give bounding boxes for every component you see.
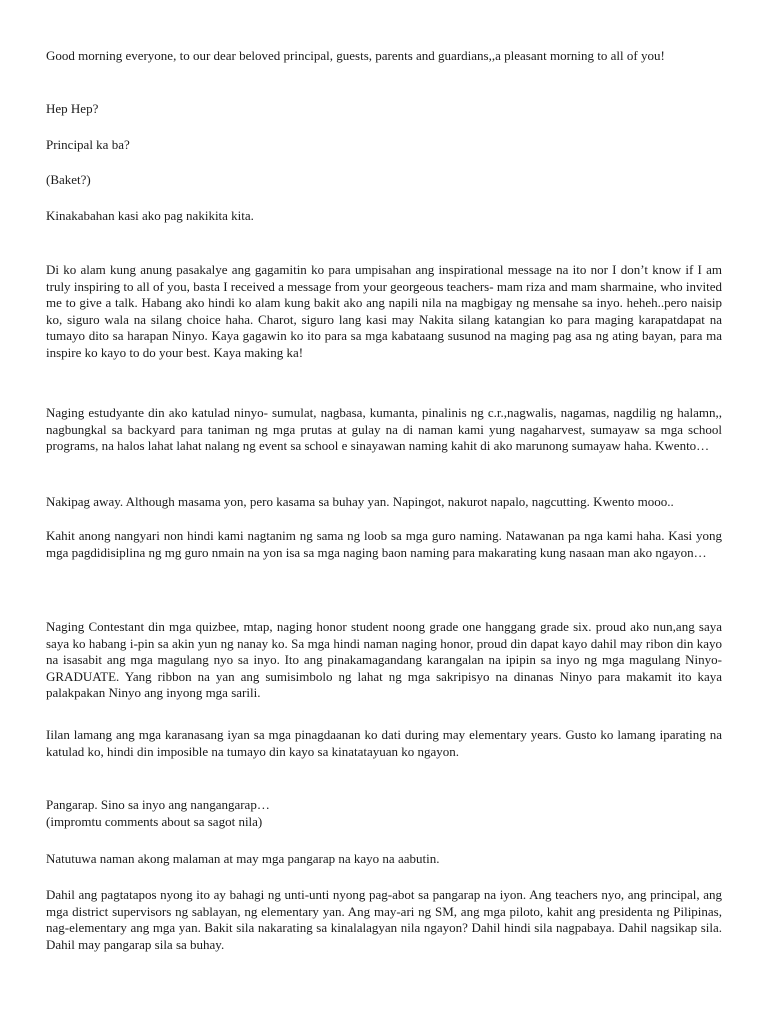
hep-hep-line: Hep Hep? [46,101,99,116]
pangarap-line: Pangarap. Sino sa inyo ang nangangarap… [46,797,270,812]
contestant-paragraph: Naging Contestant din mga quizbee, mtap, naging honor student noong grade one hanggang grade six. proud ako nun,ang saya saya ko habang i-pin sa akin yun ng nanay ko. Sa mga hindi naman naging honor, proud din dapat kayo dahil may ribon din kayo na isasabit ang mga magulang nyo sa inyo. Ito ang pinakamagandang karangalan na ipipin sa inyo ng mga magulang Ninyo- GRADUATE. Yang ribbon na yan ang sumisimbolo ng lahat ng mga sakripisyo na dinanas Ninyo para makamit ito kaya palakpakan Ninyo ang inyong mga sarili. [46,619,722,700]
greeting-paragraph: Good morning everyone, to our dear beloved principal, guests, parents and guardians,,a pleasant morning to all of you! [46,48,665,63]
impromptu-note-line: (impromtu comments about sa sagot nila) [46,814,263,829]
principal-question-line: Principal ka ba? [46,137,130,152]
natutuwa-line: Natutuwa naman akong malaman at may mga pangarap na kayo na aabutin. [46,851,440,866]
karanasan-paragraph: Iilan lamang ang mga karanasang iyan sa mga pinagdaanan ko dati during may elementary years. Gusto ko lamang iparating na katulad ko, hindi din imposible na tumayo din kayo sa kinatatayuan ko ngayon. [46,727,722,759]
intro-paragraph: Di ko alam kung anung pasakalye ang gagamitin ko para umpisahan ang inspirational message na ito nor I don’t know if I am truly inspiring to all of you, basta I received a message from your georgeous teachers- mam riza and mam sharmaine, who invited me to give a talk. Habang ako hindi ko alam kung bakit ako ang napili nila na magbigay ng mensahe sa inyo. heheh..pero naisip ko, siguro wala na silang choice haha. Charot, siguro lang kasi may Nakita silang katangian ko para maging karapatdapat na tumayo dito sa harapan Ninyo. Kaya gagawin ko ito para sa mga kabataang susunod na maging pag asa ng ating bayan, para ma inspire ko kayo to do your best. Kaya making ka! [46,262,722,360]
student-life-paragraph: Naging estudyante din ako katulad ninyo- sumulat, nagbasa, kumanta, pinalinis ng c.r.,nagwalis, nagamas, nagdilig ng halamn,, nagbungkal sa backyard para taniman ng mga prutas at gulay na di naman kami yung nagaharvest, sumayaw sa mga school programs, na halos lahat lahat nalang ng event sa school e sinayawan naming kahit di ako marunong sumayaw haha. Kwento… [46,405,722,453]
baket-line: (Baket?) [46,172,91,187]
nakipag-away-paragraph: Nakipag away. Although masama yon, pero kasama sa buhay yan. Napingot, nakurot napalo, nagcutting. Kwento mooo.. [46,494,674,509]
kinakabahan-line: Kinakabahan kasi ako pag nakikita kita. [46,208,254,223]
pagtatapos-paragraph: Dahil ang pagtatapos nyong ito ay bahagi ng unti-unti nyong pag-abot sa pangarap na iyon. Ang teachers nyo, ang principal, ang mga district supervisors ng sablayan, ng elementary yan. Ang may-ari ng SM, ang mga piloto, kahit ang presidenta ng Pilipinas, nag-elementary ang mga yan. Bakit sila nakarating sa kinalalagyan nila ngayon? Dahil hindi sila nagpabaya. Dahil nagsikap sila. Dahil may pangarap sila sa buhay. [46,887,722,952]
kahit-anong-paragraph: Kahit anong nangyari non hindi kami nagtanim ng sama ng loob sa mga guro naming. Natawanan pa nga kami haha. Kasi yong mga pagdidisiplina ng mg guro nmain na yon isa sa mga naging baon naming para makarating kung nasaan man ako ngayon… [46,528,722,560]
